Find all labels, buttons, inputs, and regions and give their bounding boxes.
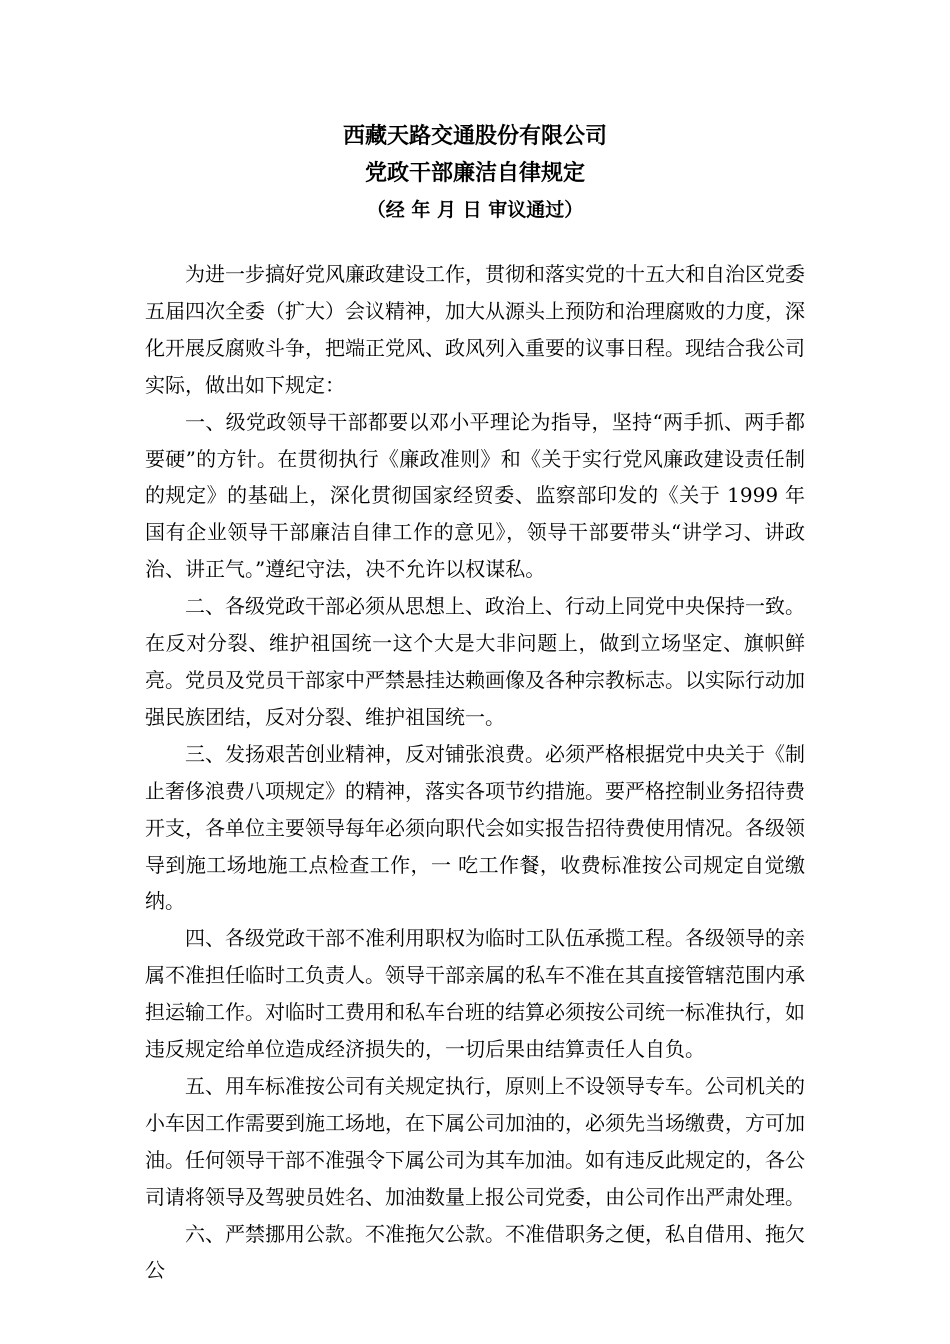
- document-body: [145, 256, 805, 1289]
- clause-1-paragraph: 一、级党政领导干部都要以邓小平理论为指导，坚持“两手抓、两手都要硬”的方针。在贯彻执行《廉政准则》和《关于实行党风廉政建设责任制的规定》的基础上，深化贯彻国家经贸委、监察部印发的《关于 1999 年国有企业领导干部廉洁自律工作的意见》，领导干部要带头“讲学习、讲政治、讲正气。”遵纪守法，决不允许以权谋私。: [145, 409, 805, 582]
- clause-2-paragraph: 二、各级党政干部必须从思想上、政治上、行动上同党中央保持一致。在反对分裂、维护祖国统一这个大是大非问题上，做到立场坚定、旗帜鲜亮。党员及党员干部家中严禁悬挂达赖画像及各种宗教标志。以实际行动加强民族团结，反对分裂、维护祖国统一。: [145, 594, 805, 729]
- clause-4-paragraph: 四、各级党政干部不准利用职权为临时工队伍承揽工程。各级领导的亲属不准担任临时工负责人。领导干部亲属的私车不准在其直接管辖范围内承担运输工作。对临时工费用和私车台班的结算必须按公司统一标准执行，如违反规定给单位造成经济损失的，一切后果由结算责任人自负。: [145, 926, 805, 1062]
- approval-note: （经 年 月 日 审议通过）: [366, 199, 584, 221]
- clause-5-paragraph: 五、用车标准按公司有关规定执行，原则上不设领导专车。公司机关的小车因工作需要到施工场地，在下属公司加油的，必须先当场缴费，方可加油。任何领导干部不准强令下属公司为其车加油。如有违反此规定的，各公司请将领导及驾驶员姓名、加油数量上报公司党委，由公司作出严肃处理。: [145, 1073, 805, 1209]
- intro-paragraph: 为进一步搞好党风廉政建设工作，贯彻和落实党的十五大和自治区党委五届四次全委（扩大）会议精神，加大从源头上预防和治理腐败的力度，深化开展反腐败斗争，把端正党风、政风列入重要的议事日程。现结合我公司实际，做出如下规定：: [145, 262, 805, 397]
- regulation-title: 党政干部廉洁自律规定: [364, 160, 585, 186]
- clause-3-paragraph: 三、发扬艰苦创业精神，反对铺张浪费。必须严格根据党中央关于《制止奢侈浪费八项规定》的精神，落实各项节约措施。要严格控制业务招待费开支，各单位主要领导每年必须向职代会如实报告招待费使用情况。各级领导到施工场地施工点检查工作，一 吃工作餐，收费标准按公司规定自觉缴纳。: [145, 741, 805, 914]
- clause-6-paragraph: 六、严禁挪用公款。不准拖欠公款。不准借职务之便，私自借用、拖欠公: [145, 1221, 805, 1283]
- company-title: 西藏天路交通股份有限公司: [342, 123, 607, 149]
